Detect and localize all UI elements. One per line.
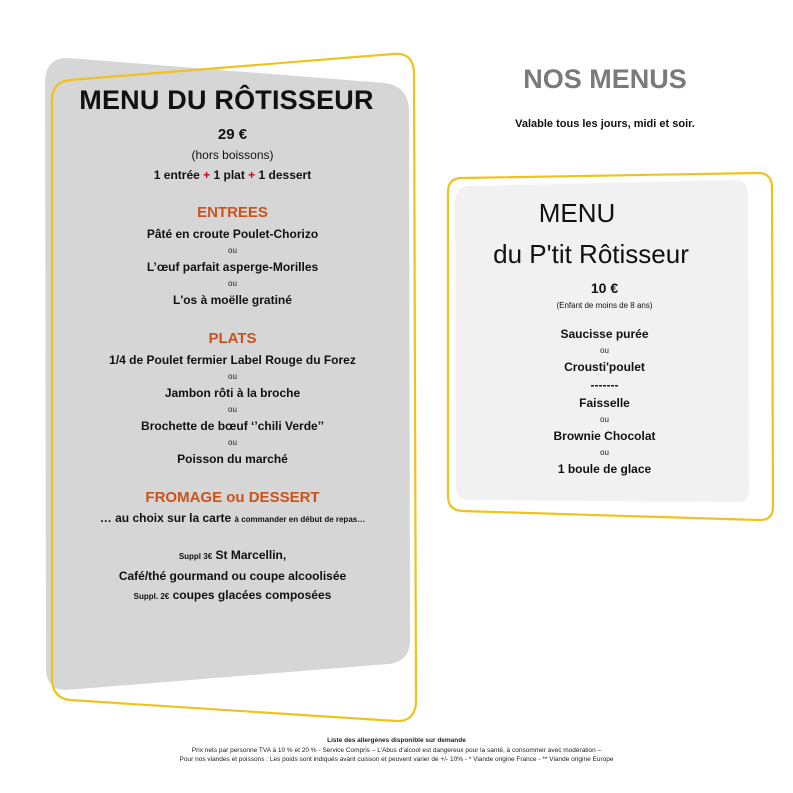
menu-ptit-title-line2: du P'tit Rôtisseur [493,239,689,269]
separator-ou: ou [228,279,237,288]
formula-plus: + [248,168,256,182]
fromage-choice-note: à commander en début de repas… [234,515,366,524]
validity-text: Valable tous les jours, midi et soir. [515,118,695,130]
footer-weights: Pour nos viandes et poissons : Les poids sont indiqués avant cuisson et peuvent varier de +/- 10% - * Viande origine France - ** Viande origine Europe [179,756,614,763]
footer-prices: Prix nets par personne TVA à 10 % et 20 % - Service Compris – L'Abus d'alcool est dangereux pour la santé, à consommer avec modération – [191,746,602,754]
footer [80,736,713,765]
menu-item: 1 boule de glace [557,462,652,476]
menu-ptit-price-note: (Enfant de moins de 8 ans) [556,301,653,310]
section-plats-heading: PLATS [208,330,257,347]
menu-item: Brownie Chocolat [553,429,656,443]
separator-ou: ou [228,246,237,255]
menu-item: 1/4 de Poulet fermier Label Rouge du Forez [109,353,356,367]
formula-part: 1 dessert [255,168,312,182]
supplement-line [60,547,405,565]
menu-item: L’œuf parfait asperge-Morilles [146,260,319,274]
section-entrees-heading: ENTREES [197,204,268,221]
menu-item: Poisson du marché [177,452,288,466]
menu-ptit-rotisseur [462,198,747,477]
dash-separator: ------- [590,378,619,392]
menu-rotisseur-price: 29 € [217,126,248,143]
supplement-text: coupes glacées composées [172,588,332,602]
supplement-text: St Marcellin, [215,548,287,562]
section-fromage-heading: FROMAGE ou DESSERT [145,489,320,506]
menu-item: Saucisse purée [560,327,649,341]
menu-ptit-price: 10 € [590,280,619,296]
separator-ou: ou [228,405,237,414]
footer-allergens: Liste des allergènes disponible sur demande [327,737,466,744]
separator-ou: ou [600,415,609,424]
menu-ptit-title-line1: MENU [538,198,616,228]
formula-plus: + [203,168,211,182]
menu-item: Faisselle [579,396,630,410]
menu-item: Brochette de bœuf ‘’chili Verde’’ [141,419,324,433]
supplement-price: Suppl 3€ [178,552,213,561]
separator-ou: ou [228,438,237,447]
supplement-line [60,587,405,605]
menu-rotisseur-formula [60,168,405,182]
page-title: NOS MENUS [523,64,687,94]
menu-item: L'os à moëlle gratiné [173,293,292,307]
formula-part: 1 entrée [153,168,204,182]
menu-item: Crousti'poulet [564,360,645,374]
menu-rotisseur-title: MENU DU RÔTISSEUR [79,85,374,115]
formula-part: 1 plat [210,168,249,182]
separator-ou: ou [600,448,609,457]
separator-ou: ou [228,372,237,381]
menu-item: Pâté en croute Poulet-Chorizo [146,227,319,241]
supplement-line: Café/thé gourmand ou coupe alcoolisée [118,569,347,583]
supplement-price: Suppl. 2€ [133,592,170,601]
menu-item: Jambon rôti à la broche [164,386,301,400]
menu-rotisseur [60,85,405,605]
fromage-choice [60,511,405,525]
menu-rotisseur-price-note: (hors boissons) [191,148,274,162]
fromage-choice-text: … au choix sur la carte [99,511,232,525]
separator-ou: ou [600,346,609,355]
